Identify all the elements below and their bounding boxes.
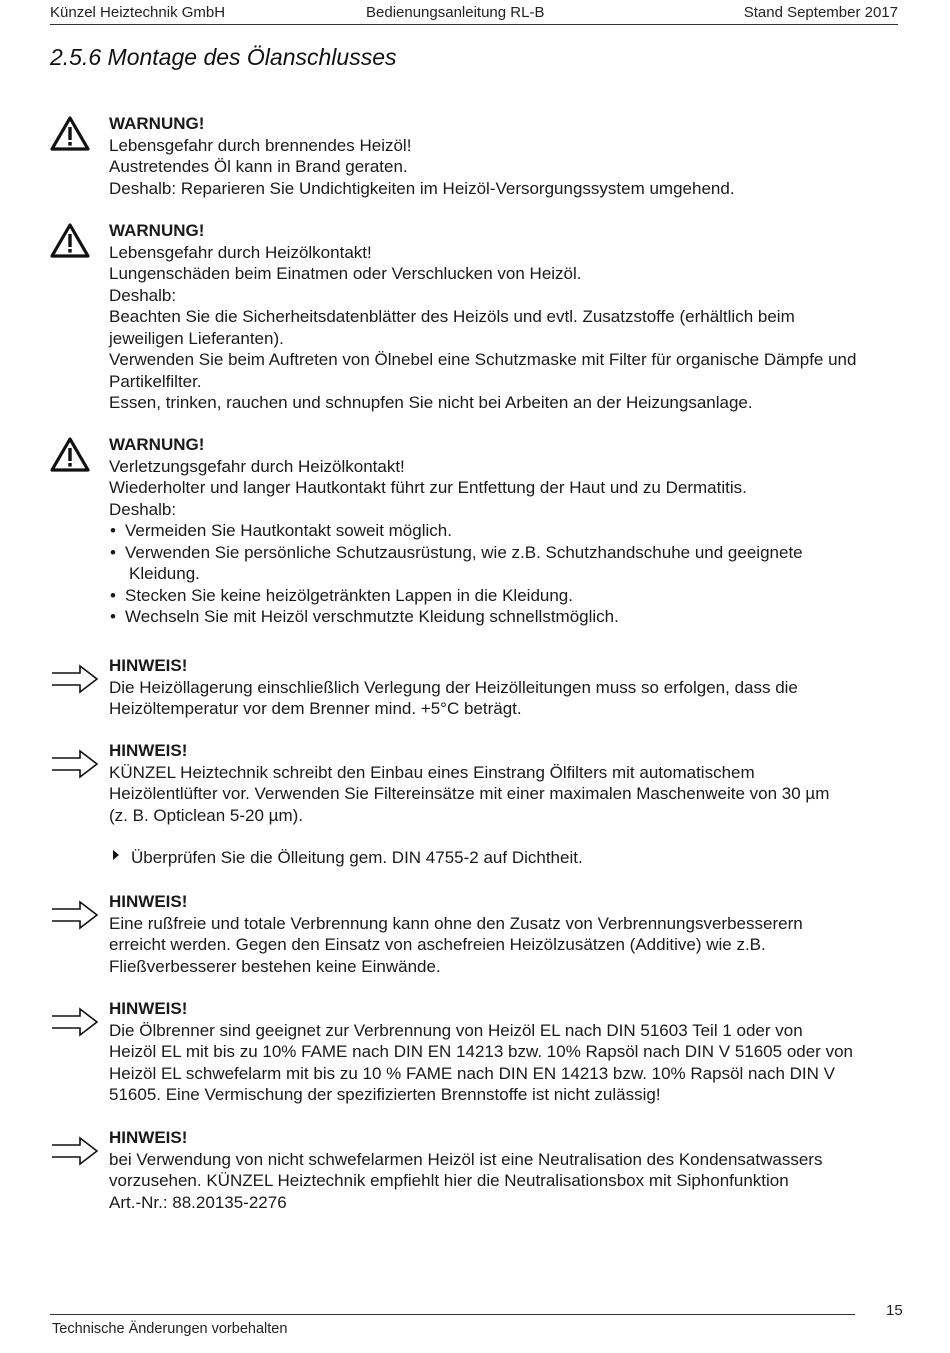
note-line: (z. B. Opticlean 5-20 µm). (109, 805, 304, 825)
warning-heading: WARNUNG! (109, 114, 205, 133)
note-line: Eine rußfreie und totale Verbrennung kann ohne den Zusatz von Verbrennungsverbesserern (109, 913, 803, 933)
footer-text: Technische Änderungen vorbehalten (52, 1321, 288, 1337)
note-line: Fließverbesserer bestehen keine Einwände. (109, 956, 441, 976)
warning-line: Partikelfilter. (109, 371, 202, 391)
warning-line: Verwenden Sie beim Auftreten von Ölnebel eine Schutzmaske mit Filter für organische Dämpfe und (109, 350, 857, 369)
note-line: Die Ölbrenner sind geeignet zur Verbrennung von Heizöl EL nach DIN 51603 Teil 1 oder von (109, 1020, 803, 1040)
note-line: erreicht werden. Gegen den Einsatz von aschefreien Heizölzusätzen (Additive) wie z.B. (109, 935, 766, 954)
note-line: Heizöl EL mit bis zu 10% FAME nach DIN EN 14213 bzw. 10% Rapsöl nach DIN V 51605 oder von (109, 1042, 853, 1061)
note-text (109, 655, 909, 720)
arrow-right-icon (50, 663, 100, 695)
page-header (50, 2, 898, 25)
bullet-item: • Stecken Sie keine heizölgetränkten Lappen in die Kleidung. (110, 585, 573, 605)
warning-line: jeweiligen Lieferanten). (109, 328, 284, 348)
warning-triangle-icon (50, 116, 90, 152)
header-document: Bedienungsanleitung RL-B (366, 4, 545, 21)
warning-line: Lebensgefahr durch Heizölkontakt! (109, 242, 372, 262)
note-text (109, 740, 909, 826)
note-text (109, 1127, 909, 1213)
note-line: Heizöl EL schwefelarm mit bis zu 10 % FAME nach DIN EN 14213 bzw. 10% Rapsöl nach DIN V (109, 1063, 835, 1083)
footer-divider (50, 1314, 855, 1315)
warning-line: Austretendes Öl kann in Brand geraten. (109, 157, 408, 176)
arrow-right-icon (50, 1135, 100, 1167)
bullet-item: • Vermeiden Sie Hautkontakt soweit möglich. (110, 521, 452, 540)
warning-line: Essen, trinken, rauchen und schnupfen Sie nicht bei Arbeiten an der Heizungsanlage. (109, 393, 753, 412)
warning-line: Lebensgefahr durch brennendes Heizöl! (109, 135, 412, 155)
note-heading: HINWEIS! (109, 892, 188, 911)
arrow-right-icon (50, 899, 100, 931)
arrow-right-icon (50, 1006, 100, 1038)
warning-line: Deshalb: Reparieren Sie Undichtigkeiten im Heizöl-Versorgungssystem umgehend. (109, 178, 735, 198)
warning-line: Beachten Sie die Sicherheitsdatenblätter des Heizöls und evtl. Zusatzstoffe (erhältlich beim (109, 307, 795, 326)
arrow-right-icon (50, 748, 100, 780)
note-line: Art.-Nr.: 88.20135-2276 (109, 1192, 287, 1212)
note-line: Heizöltemperatur vor dem Brenner mind. +5°C beträgt. (109, 699, 522, 718)
bullet-item: • Verwenden Sie persönliche Schutzausrüstung, wie z.B. Schutzhandschuhe und geeignete (110, 542, 803, 562)
warning-line: Deshalb: (109, 499, 177, 519)
section-title: 2.5.6 Montage des Ölanschlusses (50, 44, 397, 70)
bullet-item: • Wechseln Sie mit Heizöl verschmutzte Kleidung schnellstmöglich. (110, 607, 619, 626)
warning-text (109, 113, 909, 199)
note-line: bei Verwendung von nicht schwefelarmen Heizöl ist eine Neutralisation des Kondensatwassers (109, 1149, 823, 1169)
warning-line: Wiederholter und langer Hautkontakt führt zur Entfettung der Haut und zu Dermatitis. (109, 478, 747, 497)
warning-line: Verletzungsgefahr durch Heizölkontakt! (109, 456, 405, 476)
warning-triangle-icon (50, 223, 90, 259)
warning-triangle-icon (50, 437, 90, 473)
note-text (109, 998, 909, 1106)
page-number: 15 (886, 1302, 903, 1319)
step-triangle-icon (113, 850, 119, 860)
warning-heading: WARNUNG! (109, 435, 205, 454)
warning-line: Deshalb: (109, 285, 177, 305)
note-line: KÜNZEL Heiztechnik schreibt den Einbau eines Einstrang Ölfilters mit automatischem (109, 762, 755, 782)
warning-text (109, 220, 909, 414)
note-line: Heizölentlüfter vor. Verwenden Sie Filtereinsätze mit einer maximalen Maschenweite von 30 µm (109, 784, 830, 803)
warning-text (109, 434, 909, 628)
warning-heading: WARNUNG! (109, 221, 205, 240)
header-company: Künzel Heiztechnik GmbH (50, 4, 226, 21)
note-heading: HINWEIS! (109, 741, 188, 760)
note-line: Die Heizöllagerung einschließlich Verlegung der Heizölleitungen muss so erfolgen, dass die (109, 677, 798, 697)
instruction-step (113, 847, 583, 869)
step-text: Überprüfen Sie die Ölleitung gem. DIN 4755-2 auf Dichtheit. (131, 848, 583, 867)
note-line: 51605. Eine Vermischung der spezifizierten Brennstoffe ist nicht zulässig! (109, 1085, 661, 1104)
note-heading: HINWEIS! (109, 1128, 188, 1147)
note-heading: HINWEIS! (109, 656, 188, 675)
bullet-continuation: Kleidung. (129, 564, 200, 583)
header-date: Stand September 2017 (743, 4, 898, 21)
note-heading: HINWEIS! (109, 999, 188, 1018)
note-text (109, 891, 909, 977)
note-line: vorzusehen. KÜNZEL Heiztechnik empfiehlt hier die Neutralisationsbox mit Siphonfunktion (109, 1171, 789, 1190)
warning-line: Lungenschäden beim Einatmen oder Verschlucken von Heizöl. (109, 264, 582, 283)
